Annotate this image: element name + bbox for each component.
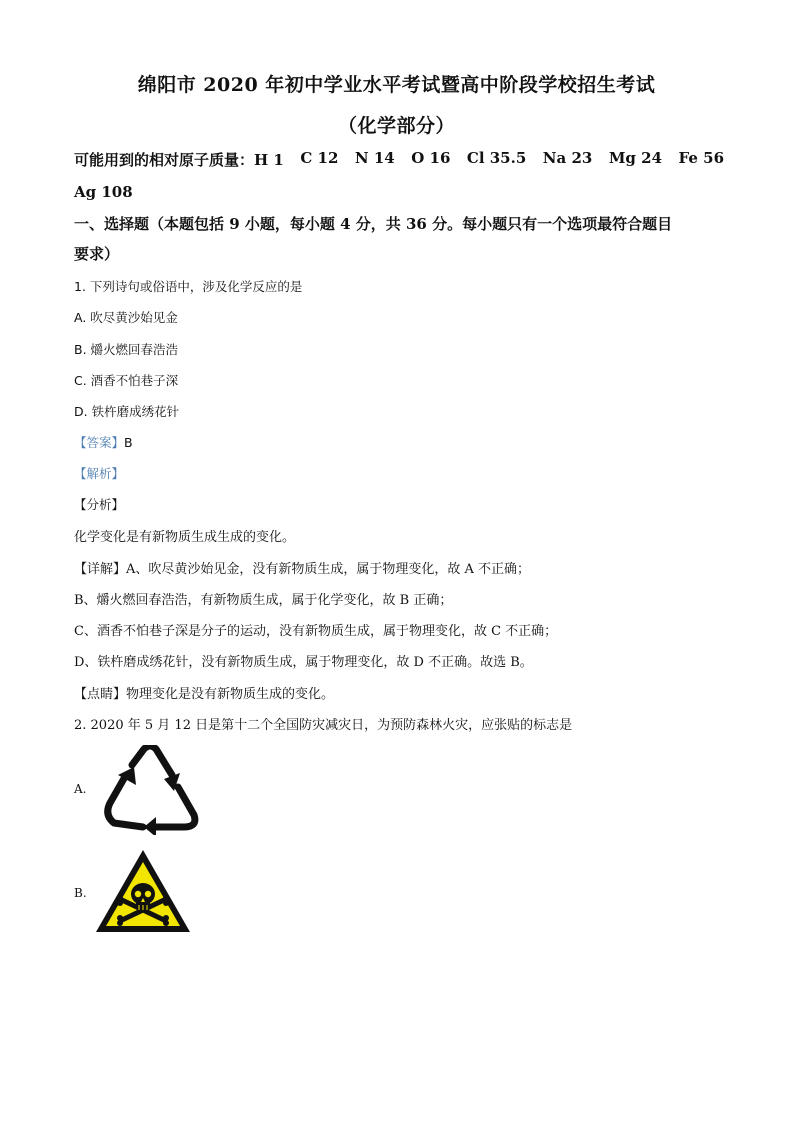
mass-item: Ag 108: [74, 183, 133, 201]
question-2-stem: 2. 2020 年 5 月 12 日是第十二个全国防灾减灾日，为预防森林火灾，应张贴的标志是: [74, 718, 573, 733]
mass-item: O 16: [411, 149, 451, 167]
detail-line-b: B、爝火燃回春浩浩，有新物质生成，属于化学变化，故 B 正确；: [74, 593, 453, 608]
question-1-option-d: D. 铁杵磨成绣花针: [74, 404, 180, 419]
question-1-option-a: A. 吹尽黄沙始见金: [74, 310, 178, 325]
atomic-masses-label: 可能用到的相对原子质量：H 1: [74, 151, 284, 169]
mass-item: C 12: [300, 149, 339, 167]
detail-line-a: 【详解】A、吹尽黄沙始见金，没有新物质生成，属于物理变化，故 A 不正确；: [74, 562, 531, 577]
question-2-option-b-label: B.: [74, 886, 87, 900]
answer-value: B: [124, 435, 133, 450]
answer-line: [74, 433, 133, 451]
page-title: 绵阳市 2020 年初中学业水平考试暨高中阶段学校招生考试: [137, 74, 656, 96]
recycle-icon: [98, 745, 202, 835]
detail-line-c: C、酒香不怕巷子深是分子的运动，没有新物质生成，属于物理变化，故 C 不正确；: [74, 624, 558, 639]
page-subtitle: （化学部分）: [337, 115, 455, 137]
analysis-label: 【解析】: [74, 466, 125, 481]
toxic-warning-icon: [94, 848, 192, 934]
section-heading-cont: 要求）: [74, 245, 120, 263]
answer-label: 【答案】: [74, 435, 125, 450]
question-1-stem: 1. 下列诗句或俗语中，涉及化学反应的是: [74, 279, 303, 294]
question-1-option-b: B. 爝火燃回春浩浩: [74, 342, 179, 357]
mass-item: Mg 24: [608, 149, 663, 167]
fenxi-label: 【分析】: [74, 497, 125, 512]
mass-item: Cl 35.5: [466, 149, 527, 167]
mass-item: N 14: [354, 149, 395, 167]
mass-item: Fe 56: [678, 149, 724, 167]
mass-item: Na 23: [542, 149, 593, 167]
dianjing-label: 【点睛】: [74, 687, 127, 702]
section-heading: 一、选择题（本题包括 9 小题，每小题 4 分，共 36 分。每小题只有一个选项最符合题目: [74, 215, 673, 233]
dianjing-line: 【点睛】物理变化是没有新物质生成的变化。: [74, 687, 335, 702]
question-1-option-c: C. 酒香不怕巷子深: [74, 373, 179, 388]
atomic-masses: [74, 149, 724, 170]
question-2-option-a-label: A.: [74, 782, 87, 796]
detail-line-d: D、铁杵磨成绣花针，没有新物质生成，属于物理变化，故 D 不正确。故选 B。: [74, 655, 533, 670]
fenxi-text: 化学变化是有新物质生成生成的变化。: [74, 530, 296, 545]
detail-label: 【详解】: [74, 562, 127, 577]
